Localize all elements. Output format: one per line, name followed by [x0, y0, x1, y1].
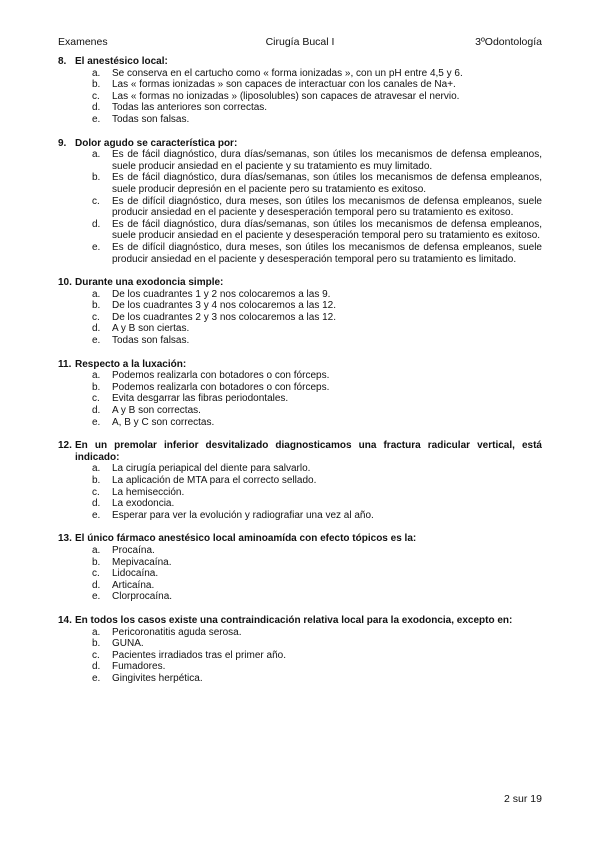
option-letter: a. — [92, 463, 101, 475]
question-text: Respecto a la luxación: — [75, 358, 187, 370]
question-heading — [58, 56, 542, 68]
question — [58, 359, 542, 429]
option-text: A y B son ciertas. — [112, 323, 190, 335]
option-text: La exodoncia. — [112, 498, 175, 510]
option-letter: b. — [92, 475, 101, 486]
question — [58, 56, 542, 126]
option-letter: d. — [92, 218, 101, 230]
answer-option — [58, 627, 542, 639]
option-letter: c. — [92, 649, 100, 661]
answer-option — [58, 300, 542, 312]
option-text: Gingivites herpética. — [112, 672, 203, 684]
option-letter: c. — [92, 90, 100, 102]
answer-option — [58, 475, 542, 487]
answer-option — [58, 591, 542, 603]
answer-option — [58, 510, 542, 522]
answer-option — [58, 545, 542, 557]
option-list — [58, 545, 542, 603]
answer-option — [58, 219, 542, 242]
option-letter: a. — [92, 288, 101, 300]
option-letter: e. — [92, 241, 101, 253]
answer-option — [58, 91, 542, 103]
answer-option — [58, 102, 542, 114]
question — [58, 277, 542, 347]
option-list — [58, 149, 542, 265]
question-number: 14. — [58, 614, 72, 626]
option-text: La cirugía periapical del diente para salvarlo. — [112, 463, 311, 475]
page-number: 2 sur 19 — [504, 793, 542, 805]
question-number: 12. — [58, 440, 72, 452]
question-list — [58, 56, 542, 697]
question-text: En un premolar inferior desvitalizado diagnosticamos una fractura radicular vertical, está indicado: — [75, 440, 542, 463]
question-number: 10. — [58, 277, 72, 289]
option-text: Todas las anteriores son correctas. — [112, 102, 268, 114]
option-text: Es de difícil diagnóstico, dura meses, son útiles los mecanismos de defensa empleanos, suele producir ansiedad en el paciente y desesperación temporal pero su tratamiento es limitado. — [112, 241, 542, 265]
option-text: Todas son falsas. — [112, 113, 190, 125]
option-letter: b. — [92, 79, 101, 91]
header-left: Examenes — [58, 36, 108, 48]
answer-option — [58, 405, 542, 417]
option-letter: a. — [92, 149, 101, 161]
header-right: 3ºOdontología — [475, 36, 542, 48]
answer-option — [58, 650, 542, 662]
option-text: Las « formas ionizadas » son capaces de interactuar con los canales de Na+. — [112, 79, 456, 91]
option-text: Lidocaína. — [112, 568, 159, 580]
option-letter: b. — [92, 381, 101, 393]
page-header — [58, 36, 542, 50]
question-heading — [58, 533, 542, 545]
option-list — [58, 289, 542, 347]
option-letter: a. — [92, 370, 101, 382]
option-text: Pacientes irradiados tras el primer año. — [112, 649, 286, 661]
option-text: De los cuadrantes 3 y 4 nos colocaremos a las 12. — [112, 300, 337, 312]
option-text: De los cuadrantes 2 y 3 nos colocaremos a las 12. — [112, 311, 337, 323]
question-number: 11. — [58, 358, 72, 370]
option-list — [58, 68, 542, 126]
option-letter: d. — [92, 498, 101, 510]
option-text: Articaína. — [112, 579, 155, 591]
question-text: El anestésico local: — [75, 56, 168, 67]
option-letter: e. — [92, 335, 101, 347]
option-letter: a. — [92, 626, 101, 638]
option-letter: e. — [92, 113, 101, 125]
option-list — [58, 627, 542, 685]
option-text: Clorprocaína. — [112, 591, 173, 603]
option-letter: d. — [92, 661, 101, 673]
question-heading — [58, 277, 542, 289]
answer-option — [58, 335, 542, 347]
answer-option — [58, 661, 542, 673]
answer-option — [58, 463, 542, 475]
option-text: Procaína. — [112, 544, 155, 556]
question — [58, 138, 542, 266]
option-text: GUNA. — [112, 638, 144, 650]
option-text: Podemos realizarla con botadores o con fórceps. — [112, 381, 330, 393]
option-letter: b. — [92, 172, 101, 184]
option-letter: e. — [92, 416, 101, 428]
question-number: 9. — [58, 137, 67, 149]
option-text: La hemisección. — [112, 486, 185, 498]
answer-option — [58, 289, 542, 301]
option-text: La aplicación de MTA para el correcto sellado. — [112, 475, 317, 486]
question-text: En todos los casos existe una contraindicación relativa local para la exodoncia, excepto en: — [75, 614, 513, 626]
question — [58, 533, 542, 603]
answer-option — [58, 242, 542, 265]
answer-option — [58, 487, 542, 499]
option-letter: b. — [92, 556, 101, 568]
question-text: El único fármaco anestésico local aminoamída con efecto tópicos es la: — [75, 533, 417, 545]
option-letter: e. — [92, 591, 101, 603]
answer-option — [58, 68, 542, 80]
answer-option — [58, 417, 542, 429]
answer-option — [58, 323, 542, 335]
option-letter: c. — [92, 486, 100, 498]
option-text: Fumadores. — [112, 661, 166, 673]
answer-option — [58, 79, 542, 91]
option-letter: d. — [92, 579, 101, 591]
option-text: A, B y C son correctas. — [112, 416, 215, 428]
question-text: Durante una exodoncia simple: — [75, 277, 224, 289]
question-heading — [58, 359, 542, 371]
option-text: Todas son falsas. — [112, 335, 190, 347]
answer-option — [58, 312, 542, 324]
option-letter: e. — [92, 509, 101, 521]
option-text: Evita desgarrar las fibras periodontales. — [112, 393, 289, 405]
answer-option — [58, 382, 542, 394]
question-number: 13. — [58, 533, 72, 545]
option-letter: d. — [92, 102, 101, 114]
option-text: Podemos realizarla con botadores o con fórceps. — [112, 370, 330, 382]
option-letter: a. — [92, 544, 101, 556]
option-text: Es de difícil diagnóstico, dura meses, son útiles los mecanismos de defensa empleanos, suele producir ansiedad en el paciente y desesperación temporal pero su tratamiento es exitoso. — [112, 195, 542, 219]
answer-option — [58, 580, 542, 592]
answer-option — [58, 149, 542, 172]
option-letter: d. — [92, 323, 101, 335]
question-number: 8. — [58, 56, 67, 67]
answer-option — [58, 673, 542, 685]
answer-option — [58, 557, 542, 569]
option-text: Es de fácil diagnóstico, dura días/semanas, son útiles los mecanismos de defensa empleanos, suele producir depresión en el paciente pero su tratamiento es exitoso. — [112, 172, 542, 195]
option-text: De los cuadrantes 1 y 2 nos colocaremos a las 9. — [112, 288, 331, 300]
option-letter: a. — [92, 67, 101, 79]
option-letter: b. — [92, 300, 101, 312]
option-letter: d. — [92, 405, 101, 417]
option-text: Las « formas no ionizadas » (liposolubles) son capaces de atravesar el nervio. — [112, 90, 460, 102]
answer-option — [58, 114, 542, 126]
answer-option — [58, 196, 542, 219]
answer-option — [58, 498, 542, 510]
option-text: Esperar para ver la evolución y radiografiar una vez al año. — [112, 509, 374, 521]
option-text: Se conserva en el cartucho como « forma ionizadas », con un pH entre 4,5 y 6. — [112, 67, 463, 79]
header-center: Cirugía Bucal I — [265, 36, 335, 48]
question-text: Dolor agudo se característica por: — [75, 137, 238, 149]
option-text: Pericoronatitis aguda serosa. — [112, 626, 242, 638]
option-letter: c. — [92, 311, 100, 323]
option-text: A y B son correctas. — [112, 405, 201, 417]
option-list — [58, 463, 542, 521]
option-letter: c. — [92, 393, 100, 405]
question-heading — [58, 440, 542, 463]
option-text: Es de fácil diagnóstico, dura días/semanas, son útiles los mecanismos de defensa empleanos, suele producir ansiedad en el paciente y su tratamiento es muy limitado. — [112, 149, 542, 172]
question-heading — [58, 615, 542, 627]
question-heading — [58, 138, 542, 150]
option-letter: b. — [92, 638, 101, 650]
question — [58, 440, 542, 521]
option-letter: e. — [92, 672, 101, 684]
answer-option — [58, 172, 542, 195]
answer-option — [58, 638, 542, 650]
answer-option — [58, 370, 542, 382]
option-text: Mepivacaína. — [112, 556, 172, 568]
answer-option — [58, 393, 542, 405]
option-text: Es de fácil diagnóstico, dura días/semanas, son útiles los mecanismos de defensa empleanos, suele producir ansiedad en el paciente y desesperación temporal pero su tratamiento es exitoso. — [112, 218, 542, 242]
option-letter: c. — [92, 568, 100, 580]
option-letter: c. — [92, 195, 100, 207]
answer-option — [58, 568, 542, 580]
question — [58, 615, 542, 685]
option-list — [58, 370, 542, 428]
